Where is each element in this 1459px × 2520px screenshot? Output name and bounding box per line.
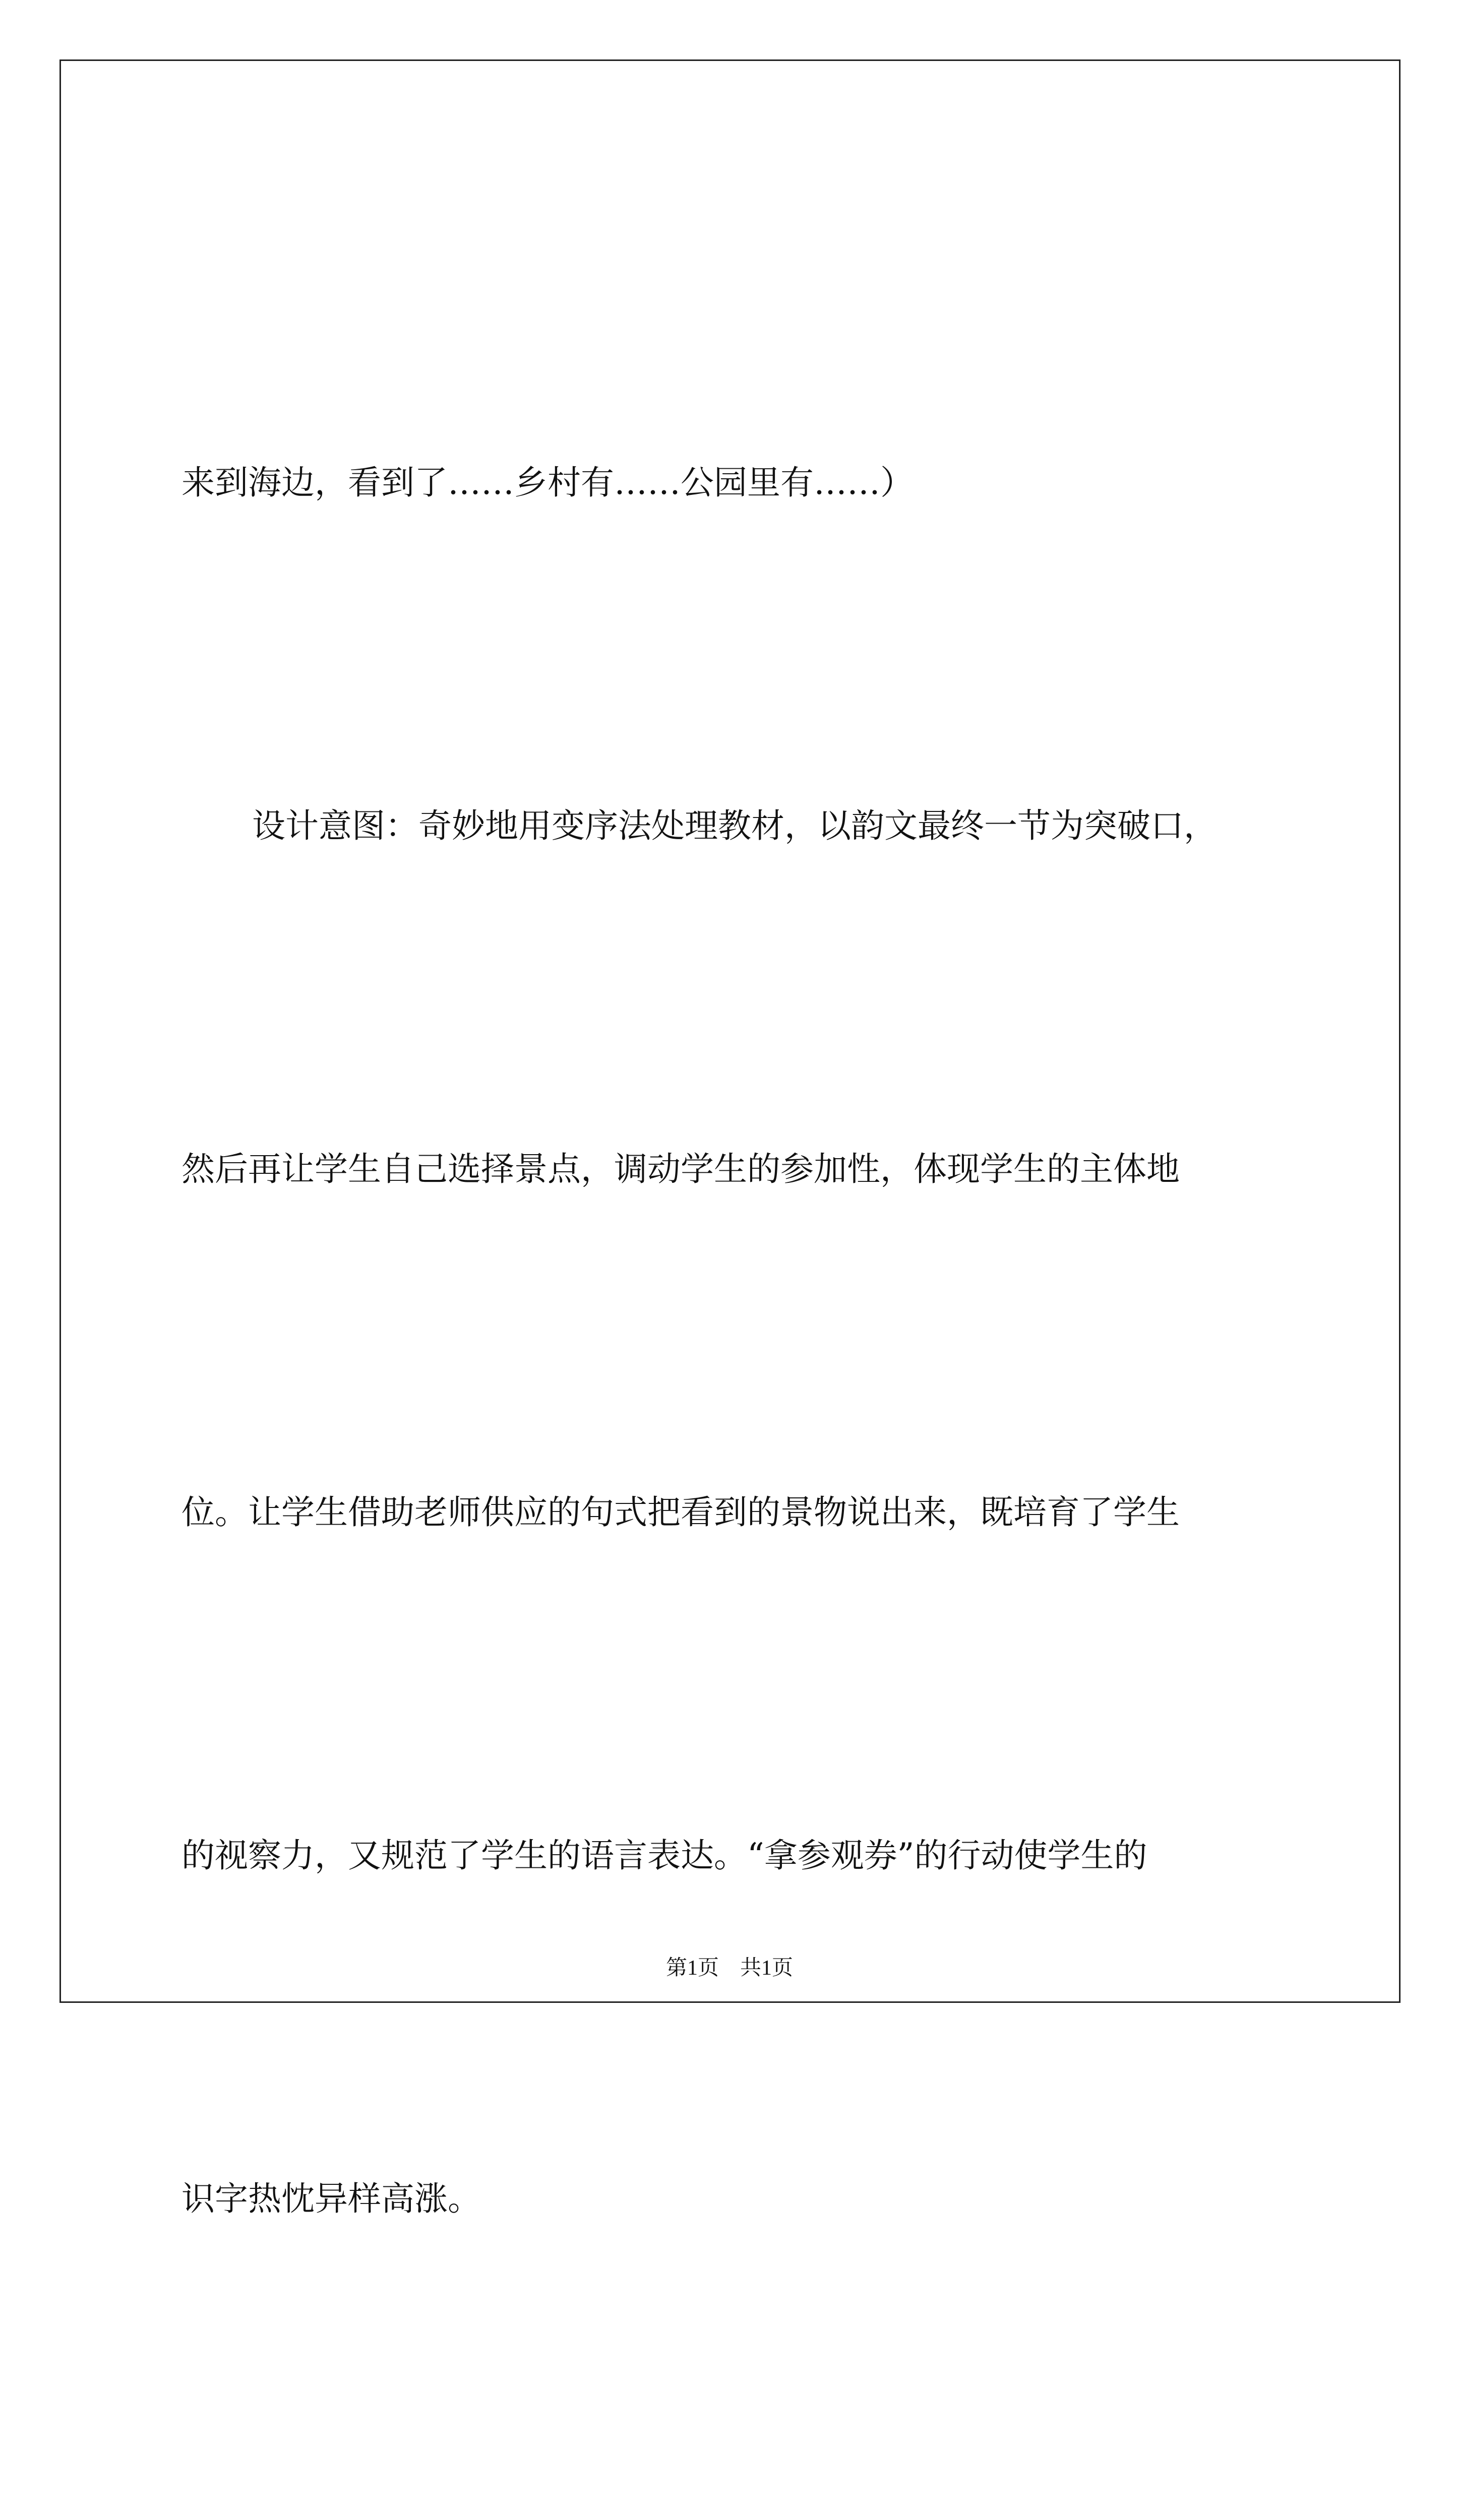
document-body [181,197,1291,2520]
text-line: 位。让学生借助老师供应的句式把看到的景物说出来，既培育了学生 [181,1493,1180,1532]
text-line: 的视察力，又规范了学生的语言表达。“拿参观券”的行动使学生的 [181,1836,1147,1875]
section-heading [181,2485,1291,2520]
text-line: 设计意图：奇妙地用变序法处理教材，以韵文最终一节为突破口， [252,806,1217,845]
text-line: 来到海边，看到了……乡村有……公园里有……） [181,463,914,502]
text-line: 然后再让学生自己选择景点，调动学生的参加性，体现学生的主体地 [181,1150,1180,1188]
text-block [181,197,1291,2520]
page-number-footer: 第1页 共1页 [665,1957,793,1980]
text-line: 识字热忱异样高涨。 [181,2179,481,2218]
